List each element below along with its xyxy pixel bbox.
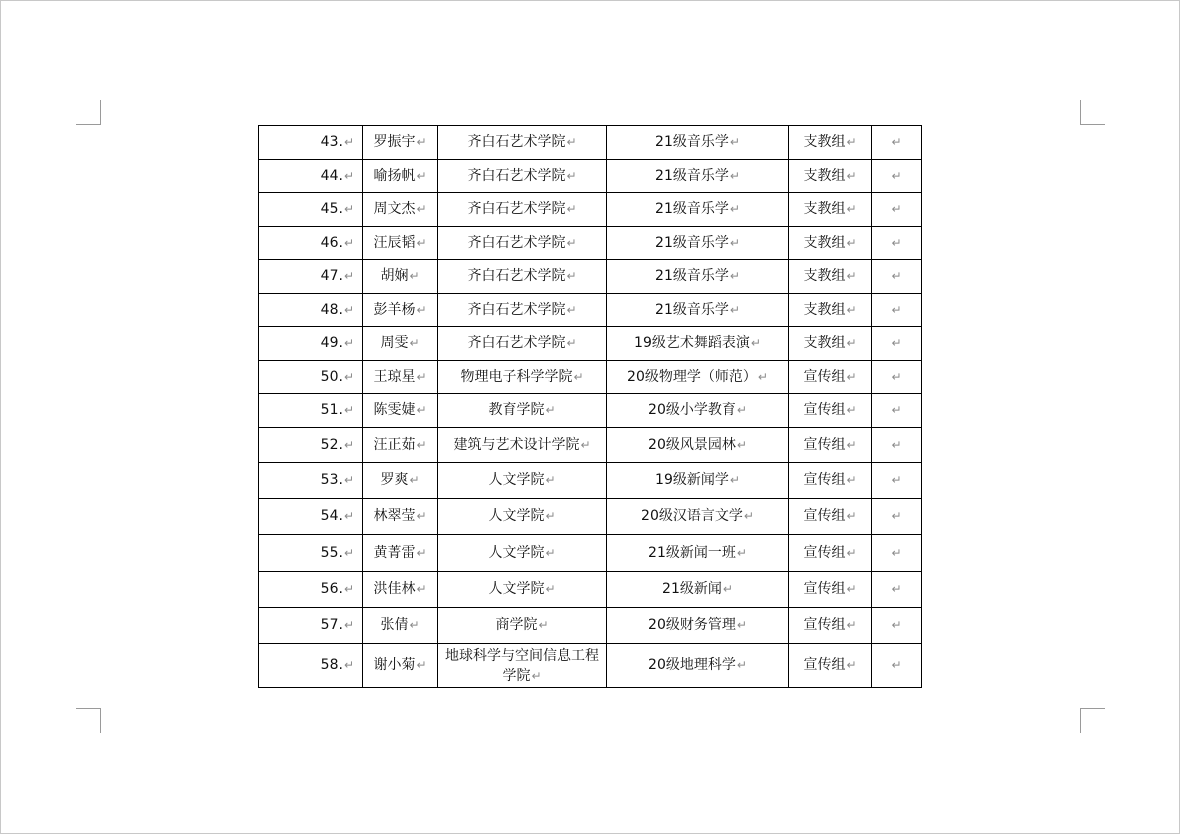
- paragraph-mark-icon: ↵: [343, 618, 354, 632]
- table-row: [259, 572, 922, 608]
- name-text: 张倩: [380, 617, 409, 633]
- name-text: 周雯: [380, 335, 409, 351]
- paragraph-mark-icon: ↵: [343, 135, 354, 149]
- paragraph-mark-icon: ↵: [846, 403, 857, 417]
- paragraph-mark-icon: ↵: [566, 202, 577, 216]
- name-text: 林翠莹: [373, 508, 416, 524]
- group-cell[interactable]: [789, 499, 872, 535]
- index-text: 51.: [320, 402, 343, 418]
- paragraph-mark-icon: ↵: [416, 202, 427, 216]
- paragraph-mark-icon: ↵: [416, 403, 427, 417]
- index-cell[interactable]: [259, 394, 363, 428]
- paragraph-mark-icon: ↵: [416, 509, 427, 523]
- paragraph-mark-icon: ↵: [729, 202, 740, 216]
- table-row: [259, 394, 922, 428]
- paragraph-mark-icon: ↵: [846, 302, 857, 317]
- group-cell[interactable]: [789, 361, 872, 394]
- name-cell[interactable]: [363, 361, 438, 394]
- paragraph-mark-icon: ↵: [891, 202, 902, 216]
- college-cell[interactable]: [438, 428, 607, 463]
- group-cell[interactable]: [789, 644, 872, 688]
- index-cell[interactable]: [259, 327, 363, 361]
- college-cell[interactable]: [438, 160, 607, 193]
- major-text: 21级音乐学: [655, 167, 729, 184]
- paragraph-mark-icon: ↵: [729, 235, 740, 250]
- major-cell[interactable]: [607, 499, 789, 535]
- name-cell[interactable]: [363, 644, 438, 688]
- table-row: [259, 361, 922, 394]
- paragraph-mark-icon: ↵: [409, 618, 420, 632]
- index-cell[interactable]: [259, 361, 363, 394]
- paragraph-mark-icon: ↵: [343, 509, 354, 523]
- major-cell[interactable]: [607, 260, 789, 294]
- paragraph-mark-icon: ↵: [343, 235, 354, 250]
- paragraph-mark-icon: ↵: [891, 582, 902, 596]
- index-text: 52.: [320, 436, 343, 453]
- major-text: 21级音乐学: [655, 134, 729, 150]
- table-row: [259, 294, 922, 327]
- empty-cell[interactable]: [872, 463, 922, 499]
- paragraph-mark-icon: ↵: [566, 302, 577, 317]
- index-cell[interactable]: [259, 608, 363, 644]
- name-cell[interactable]: [363, 572, 438, 608]
- paragraph-mark-icon: ↵: [891, 302, 902, 317]
- college-text: 齐白石艺术学院: [467, 201, 566, 217]
- paragraph-mark-icon: ↵: [416, 437, 427, 452]
- paragraph-mark-icon: ↵: [891, 336, 902, 350]
- name-text: 喻扬帆: [373, 167, 416, 184]
- paragraph-mark-icon: ↵: [545, 473, 556, 487]
- paragraph-mark-icon: ↵: [416, 168, 427, 183]
- table-row: [259, 463, 922, 499]
- index-text: 53.: [320, 472, 343, 488]
- major-cell[interactable]: [607, 394, 789, 428]
- index-cell[interactable]: [259, 227, 363, 260]
- paragraph-mark-icon: ↵: [846, 168, 857, 183]
- college-text: 商学院: [495, 617, 538, 633]
- college-text: 齐白石艺术学院: [467, 268, 566, 284]
- major-text: 19级新闻学: [655, 472, 729, 488]
- name-cell[interactable]: [363, 535, 438, 572]
- index-text: 49.: [320, 335, 343, 351]
- group-text: 宣传组: [803, 436, 846, 453]
- index-cell[interactable]: [259, 160, 363, 193]
- college-cell[interactable]: [438, 608, 607, 644]
- group-cell[interactable]: [789, 572, 872, 608]
- empty-cell[interactable]: [872, 572, 922, 608]
- major-text: 20级汉语言文学: [641, 508, 743, 524]
- paragraph-mark-icon: ↵: [846, 582, 857, 596]
- college-text: 齐白石艺术学院: [467, 134, 566, 150]
- paragraph-mark-icon: ↵: [846, 336, 857, 350]
- paragraph-mark-icon: ↵: [891, 403, 902, 417]
- major-cell[interactable]: [607, 608, 789, 644]
- paragraph-mark-icon: ↵: [416, 235, 427, 250]
- group-cell[interactable]: [789, 535, 872, 572]
- paragraph-mark-icon: ↵: [891, 168, 902, 183]
- name-cell[interactable]: [363, 260, 438, 294]
- table-row: [259, 126, 922, 160]
- major-cell[interactable]: [607, 193, 789, 227]
- index-text: 55.: [320, 544, 343, 561]
- empty-cell[interactable]: [872, 126, 922, 160]
- college-cell[interactable]: [438, 327, 607, 361]
- college-text: 人文学院: [488, 472, 545, 488]
- index-cell[interactable]: [259, 463, 363, 499]
- name-text: 彭羊杨: [373, 301, 416, 318]
- empty-cell[interactable]: [872, 193, 922, 227]
- index-text: 54.: [320, 508, 343, 524]
- name-cell[interactable]: [363, 463, 438, 499]
- group-cell[interactable]: [789, 463, 872, 499]
- group-text: 宣传组: [803, 544, 846, 561]
- group-text: 宣传组: [803, 472, 846, 488]
- paragraph-mark-icon: ↵: [846, 135, 857, 149]
- paragraph-mark-icon: ↵: [891, 269, 902, 283]
- paragraph-mark-icon: ↵: [545, 582, 556, 596]
- index-text: 43.: [320, 134, 343, 150]
- paragraph-mark-icon: ↵: [343, 302, 354, 317]
- empty-cell[interactable]: [872, 394, 922, 428]
- college-cell[interactable]: [438, 394, 607, 428]
- table-row: [259, 428, 922, 463]
- paragraph-mark-icon: ↵: [545, 545, 556, 560]
- name-cell[interactable]: [363, 160, 438, 193]
- empty-cell[interactable]: [872, 361, 922, 394]
- index-text: 47.: [320, 268, 343, 284]
- paragraph-mark-icon: ↵: [736, 403, 747, 417]
- major-cell[interactable]: [607, 463, 789, 499]
- paragraph-mark-icon: ↵: [343, 269, 354, 283]
- paragraph-mark-icon: ↵: [538, 618, 549, 632]
- paragraph-mark-icon: ↵: [743, 509, 754, 523]
- paragraph-mark-icon: ↵: [891, 135, 902, 149]
- empty-cell[interactable]: [872, 644, 922, 688]
- paragraph-mark-icon: ↵: [736, 545, 747, 560]
- group-text: 宣传组: [803, 617, 846, 633]
- table-row: [259, 260, 922, 294]
- group-text: 宣传组: [803, 402, 846, 418]
- group-text: 支教组: [803, 201, 846, 217]
- roster-body: [259, 126, 922, 688]
- index-cell[interactable]: [259, 428, 363, 463]
- paragraph-mark-icon: ↵: [343, 473, 354, 487]
- group-cell[interactable]: [789, 227, 872, 260]
- paragraph-mark-icon: ↵: [545, 403, 556, 417]
- index-text: 58.: [320, 657, 343, 673]
- major-text: 20级地理科学: [648, 657, 736, 673]
- name-cell[interactable]: [363, 294, 438, 327]
- college-text: 教育学院: [488, 402, 545, 418]
- paragraph-mark-icon: ↵: [846, 545, 857, 560]
- paragraph-mark-icon: ↵: [846, 618, 857, 632]
- paragraph-mark-icon: ↵: [566, 235, 577, 250]
- college-cell[interactable]: [438, 463, 607, 499]
- major-text: 20级财务管理: [648, 617, 736, 633]
- group-text: 宣传组: [803, 508, 846, 524]
- crop-mark-top-left: [76, 100, 101, 125]
- paragraph-mark-icon: ↵: [573, 369, 584, 384]
- college-cell[interactable]: [438, 535, 607, 572]
- name-text: 胡娴: [380, 268, 409, 284]
- college-cell[interactable]: [438, 294, 607, 327]
- group-cell[interactable]: [789, 428, 872, 463]
- empty-cell[interactable]: [872, 535, 922, 572]
- empty-cell[interactable]: [872, 327, 922, 361]
- paragraph-mark-icon: ↵: [343, 437, 354, 452]
- name-cell[interactable]: [363, 327, 438, 361]
- paragraph-mark-icon: ↵: [846, 658, 857, 672]
- name-text: 汪正茹: [373, 436, 416, 453]
- college-text: 齐白石艺术学院: [467, 234, 566, 251]
- college-text: 齐白石艺术学院: [467, 301, 566, 318]
- empty-cell[interactable]: [872, 160, 922, 193]
- index-cell[interactable]: [259, 294, 363, 327]
- name-text: 王琼星: [373, 368, 416, 385]
- college-text: 齐白石艺术学院: [467, 335, 566, 351]
- paragraph-mark-icon: ↵: [729, 269, 740, 283]
- empty-cell[interactable]: [872, 294, 922, 327]
- table-row: [259, 160, 922, 193]
- paragraph-mark-icon: ↵: [545, 509, 556, 523]
- paragraph-mark-icon: ↵: [729, 473, 740, 487]
- paragraph-mark-icon: ↵: [891, 473, 902, 487]
- name-cell[interactable]: [363, 227, 438, 260]
- major-cell[interactable]: [607, 126, 789, 160]
- group-text: 支教组: [803, 301, 846, 318]
- major-cell[interactable]: [607, 644, 789, 688]
- group-cell[interactable]: [789, 294, 872, 327]
- name-text: 洪佳林: [373, 581, 416, 597]
- empty-cell[interactable]: [872, 260, 922, 294]
- major-text: 21级音乐学: [655, 234, 729, 251]
- paragraph-mark-icon: ↵: [566, 168, 577, 183]
- paragraph-mark-icon: ↵: [891, 437, 902, 452]
- name-cell[interactable]: [363, 394, 438, 428]
- paragraph-mark-icon: ↵: [416, 582, 427, 596]
- paragraph-mark-icon: ↵: [343, 658, 354, 672]
- paragraph-mark-icon: ↵: [846, 509, 857, 523]
- college-cell[interactable]: [438, 361, 607, 394]
- name-text: 汪辰韬: [373, 234, 416, 251]
- paragraph-mark-icon: ↵: [416, 658, 427, 672]
- group-cell[interactable]: [789, 126, 872, 160]
- empty-cell[interactable]: [872, 428, 922, 463]
- crop-mark-top-right: [1080, 100, 1105, 125]
- college-cell[interactable]: [438, 572, 607, 608]
- group-cell[interactable]: [789, 327, 872, 361]
- college-cell[interactable]: [438, 193, 607, 227]
- paragraph-mark-icon: ↵: [343, 582, 354, 596]
- college-text: 人文学院: [488, 508, 545, 524]
- college-text: 齐白石艺术学院: [467, 167, 566, 184]
- group-text: 支教组: [803, 234, 846, 251]
- paragraph-mark-icon: ↵: [846, 269, 857, 283]
- paragraph-mark-icon: ↵: [729, 168, 740, 183]
- major-cell[interactable]: [607, 535, 789, 572]
- paragraph-mark-icon: ↵: [736, 437, 747, 452]
- major-text: 19级艺术舞蹈表演: [634, 335, 750, 351]
- paragraph-mark-icon: ↵: [891, 235, 902, 250]
- paragraph-mark-icon: ↵: [416, 545, 427, 560]
- paragraph-mark-icon: ↵: [757, 369, 768, 384]
- index-cell[interactable]: [259, 193, 363, 227]
- group-cell[interactable]: [789, 193, 872, 227]
- index-cell[interactable]: [259, 260, 363, 294]
- name-text: 罗爽: [380, 472, 409, 488]
- paragraph-mark-icon: ↵: [343, 336, 354, 350]
- index-text: 45.: [320, 201, 343, 217]
- major-text: 21级新闻一班: [648, 544, 736, 561]
- table-row: [259, 499, 922, 535]
- name-cell[interactable]: [363, 608, 438, 644]
- major-text: 21级新闻: [662, 581, 722, 597]
- table-row: [259, 227, 922, 260]
- group-text: 支教组: [803, 167, 846, 184]
- college-text: 人文学院: [488, 544, 545, 561]
- index-text: 44.: [320, 167, 343, 184]
- group-text: 支教组: [803, 335, 846, 351]
- college-text: 建筑与艺术设计学院: [453, 436, 580, 453]
- group-text: 宣传组: [803, 657, 846, 673]
- paragraph-mark-icon: ↵: [736, 618, 747, 632]
- college-text: 人文学院: [488, 581, 545, 597]
- major-cell[interactable]: [607, 294, 789, 327]
- paragraph-mark-icon: ↵: [846, 473, 857, 487]
- table-row: [259, 193, 922, 227]
- index-cell[interactable]: [259, 644, 363, 688]
- group-cell[interactable]: [789, 160, 872, 193]
- paragraph-mark-icon: ↵: [846, 369, 857, 384]
- group-cell[interactable]: [789, 608, 872, 644]
- paragraph-mark-icon: ↵: [846, 437, 857, 452]
- index-cell[interactable]: [259, 126, 363, 160]
- major-text: 20级物理学（师范）: [627, 368, 757, 385]
- paragraph-mark-icon: ↵: [729, 135, 740, 149]
- paragraph-mark-icon: ↵: [891, 658, 902, 672]
- index-cell[interactable]: [259, 572, 363, 608]
- index-text: 50.: [320, 368, 343, 385]
- name-cell[interactable]: [363, 193, 438, 227]
- group-text: 宣传组: [803, 581, 846, 597]
- name-cell[interactable]: [363, 499, 438, 535]
- name-text: 黄菁雷: [373, 544, 416, 561]
- major-cell[interactable]: [607, 361, 789, 394]
- major-cell[interactable]: [607, 327, 789, 361]
- paragraph-mark-icon: ↵: [729, 302, 740, 317]
- group-text: 宣传组: [803, 368, 846, 385]
- paragraph-mark-icon: ↵: [343, 369, 354, 384]
- table-row: [259, 535, 922, 572]
- paragraph-mark-icon: ↵: [722, 582, 733, 596]
- crop-mark-bottom-left: [76, 708, 101, 733]
- major-text: 21级音乐学: [655, 301, 729, 318]
- paragraph-mark-icon: ↵: [750, 336, 761, 350]
- index-cell[interactable]: [259, 499, 363, 535]
- index-cell[interactable]: [259, 535, 363, 572]
- group-text: 支教组: [803, 134, 846, 150]
- table-row: [259, 327, 922, 361]
- group-cell[interactable]: [789, 260, 872, 294]
- major-text: 20级风景园林: [648, 436, 736, 453]
- name-cell[interactable]: [363, 428, 438, 463]
- paragraph-mark-icon: ↵: [343, 545, 354, 560]
- paragraph-mark-icon: ↵: [409, 336, 420, 350]
- paragraph-mark-icon: ↵: [531, 668, 542, 683]
- paragraph-mark-icon: ↵: [416, 302, 427, 317]
- paragraph-mark-icon: ↵: [409, 269, 420, 283]
- name-text: 陈雯婕: [373, 402, 416, 418]
- paragraph-mark-icon: ↵: [580, 437, 591, 452]
- paragraph-mark-icon: ↵: [846, 202, 857, 216]
- major-cell[interactable]: [607, 227, 789, 260]
- paragraph-mark-icon: ↵: [566, 269, 577, 283]
- major-text: 21级音乐学: [655, 201, 729, 217]
- index-text: 48.: [320, 301, 343, 318]
- index-text: 56.: [320, 581, 343, 597]
- paragraph-mark-icon: ↵: [891, 618, 902, 632]
- paragraph-mark-icon: ↵: [736, 658, 747, 672]
- name-cell[interactable]: [363, 126, 438, 160]
- table-row: [259, 644, 922, 688]
- index-text: 57.: [320, 617, 343, 633]
- index-text: 46.: [320, 234, 343, 251]
- college-text: 物理电子科学学院: [460, 368, 573, 385]
- paragraph-mark-icon: ↵: [891, 369, 902, 384]
- empty-cell[interactable]: [872, 608, 922, 644]
- paragraph-mark-icon: ↵: [416, 135, 427, 149]
- college-cell[interactable]: [438, 499, 607, 535]
- table-row: [259, 608, 922, 644]
- paragraph-mark-icon: ↵: [416, 369, 427, 384]
- paragraph-mark-icon: ↵: [566, 336, 577, 350]
- empty-cell[interactable]: [872, 227, 922, 260]
- paragraph-mark-icon: ↵: [409, 473, 420, 487]
- crop-mark-bottom-right: [1080, 708, 1105, 733]
- name-text: 罗振宇: [373, 134, 416, 150]
- group-text: 支教组: [803, 268, 846, 284]
- paragraph-mark-icon: ↵: [846, 235, 857, 250]
- college-cell[interactable]: [438, 227, 607, 260]
- college-cell[interactable]: [438, 126, 607, 160]
- name-text: 谢小菊: [373, 657, 416, 673]
- paragraph-mark-icon: ↵: [566, 135, 577, 149]
- paragraph-mark-icon: ↵: [891, 545, 902, 560]
- group-cell[interactable]: [789, 394, 872, 428]
- paragraph-mark-icon: ↵: [343, 403, 354, 417]
- name-text: 周文杰: [373, 201, 416, 217]
- paragraph-mark-icon: ↵: [343, 168, 354, 183]
- college-text: 地球科学与空间信息工程学院: [445, 647, 599, 684]
- college-cell[interactable]: [438, 260, 607, 294]
- major-cell[interactable]: [607, 572, 789, 608]
- major-cell[interactable]: [607, 160, 789, 193]
- major-text: 21级音乐学: [655, 268, 729, 284]
- major-text: 20级小学教育: [648, 402, 736, 418]
- paragraph-mark-icon: ↵: [891, 509, 902, 523]
- empty-cell[interactable]: [872, 499, 922, 535]
- major-cell[interactable]: [607, 428, 789, 463]
- roster-table: [258, 125, 922, 688]
- college-cell[interactable]: [438, 644, 607, 688]
- paragraph-mark-icon: ↵: [343, 202, 354, 216]
